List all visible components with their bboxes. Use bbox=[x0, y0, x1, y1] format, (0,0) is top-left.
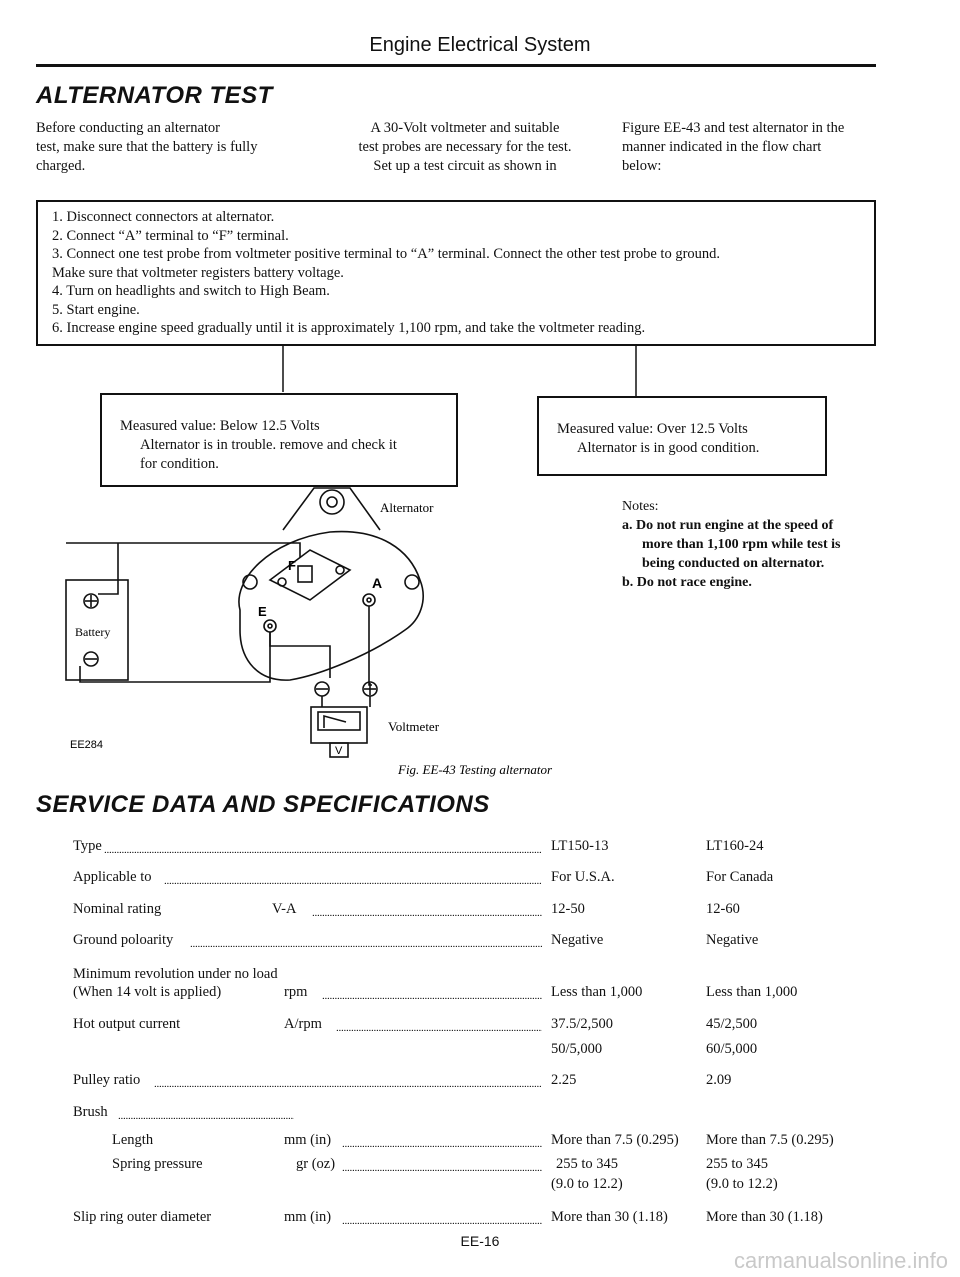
intro-line: Set up a test circuit as shown in bbox=[373, 158, 557, 174]
spec-unit: V-A bbox=[272, 901, 297, 917]
leader-dots bbox=[154, 1074, 542, 1092]
leader-dots bbox=[342, 1211, 542, 1229]
intro-line: below: bbox=[622, 158, 662, 174]
spec-unit: mm (in) bbox=[284, 1209, 332, 1225]
note-a: a. Do not run engine at the speed of bbox=[622, 518, 834, 533]
spec-label-min-revolution-note: (When 14 volt is applied) bbox=[73, 984, 222, 1000]
step-3: 3. Connect one test probe from voltmeter positive terminal to “A” terminal. Connect the other test probe to ground. bbox=[52, 246, 721, 262]
result-over-box bbox=[537, 396, 827, 476]
intro-column-1 bbox=[36, 119, 316, 176]
intro-line: charged. bbox=[36, 158, 86, 174]
spec-value: More than 30 (1.18) bbox=[706, 1209, 823, 1225]
result-line: Measured value: Below 12.5 Volts bbox=[120, 418, 320, 434]
step-6: 6. Increase engine speed gradually until it is approximately 1,100 rpm, and take the voltmeter reading. bbox=[52, 320, 646, 336]
intro-line: Before conducting an alternator bbox=[36, 120, 220, 136]
intro-line: Figure EE-43 and test alternator in the bbox=[622, 120, 845, 136]
spec-label-brush: Brush bbox=[73, 1104, 108, 1120]
spec-value: 2.09 bbox=[706, 1072, 732, 1088]
spec-value: Less than 1,000 bbox=[551, 984, 643, 1000]
figure-code: EE284 bbox=[70, 739, 104, 751]
intro-line: A 30-Volt voltmeter and suitable bbox=[370, 120, 560, 136]
leader-dots bbox=[312, 903, 542, 921]
spec-value: LT160-24 bbox=[706, 838, 764, 854]
spec-value: (9.0 to 12.2) bbox=[706, 1176, 778, 1192]
step-1: 1. Disconnect connectors at alternator. bbox=[52, 209, 275, 225]
spec-value: 255 to 345 bbox=[706, 1156, 769, 1172]
spec-value: For U.S.A. bbox=[551, 869, 615, 885]
terminal-f-label: F bbox=[288, 558, 296, 573]
spec-label-applicable: Applicable to bbox=[73, 869, 152, 885]
test-steps-box bbox=[36, 200, 876, 346]
step-4: 4. Turn on headlights and switch to High Beam. bbox=[52, 283, 330, 299]
figure-caption: Fig. EE-43 Testing alternator bbox=[398, 762, 553, 777]
spec-unit: gr (oz) bbox=[296, 1156, 336, 1172]
spec-label-min-revolution: Minimum revolution under no load bbox=[73, 966, 278, 982]
spec-value: Negative bbox=[706, 932, 759, 948]
spec-value: 37.5/2,500 bbox=[551, 1016, 614, 1032]
spec-value: Less than 1,000 bbox=[706, 984, 798, 1000]
alternator-test-diagram bbox=[0, 470, 960, 800]
result-line: Alternator is in trouble. remove and check it bbox=[140, 437, 397, 453]
step-2: 2. Connect “A” terminal to “F” terminal. bbox=[52, 227, 289, 244]
spec-label-spring-pressure: Spring pressure bbox=[112, 1156, 203, 1172]
spec-value: More than 7.5 (0.295) bbox=[706, 1132, 834, 1148]
spec-label-slip-ring: Slip ring outer diameter bbox=[73, 1209, 212, 1225]
wire-negative bbox=[80, 632, 270, 682]
spec-label-rating: Nominal rating bbox=[73, 901, 162, 917]
spec-value: LT150-13 bbox=[551, 838, 609, 854]
spec-unit: A/rpm bbox=[284, 1016, 322, 1032]
alternator-mounting-lug bbox=[283, 488, 380, 530]
spec-label-polarity: Ground poloarity bbox=[73, 932, 174, 948]
voltmeter-unit: V bbox=[335, 745, 343, 757]
step-5: 5. Start engine. bbox=[52, 301, 140, 318]
leader-dots bbox=[118, 1106, 294, 1124]
notes-title: Notes: bbox=[622, 499, 659, 514]
leader-dots bbox=[322, 986, 542, 1004]
leader-dots bbox=[104, 840, 542, 858]
terminal-e bbox=[264, 620, 276, 632]
intro-column-2 bbox=[330, 119, 600, 176]
intro-line: test probes are necessary for the test. bbox=[358, 139, 572, 155]
terminal-a-label: A bbox=[372, 575, 383, 591]
spec-unit: rpm bbox=[284, 984, 308, 1000]
voltmeter-label: Voltmeter bbox=[388, 719, 440, 734]
spec-value: 50/5,000 bbox=[551, 1041, 603, 1057]
leader-dots bbox=[342, 1134, 542, 1152]
alternator-label: Alternator bbox=[380, 500, 434, 515]
spec-value: 12-50 bbox=[551, 901, 585, 917]
result-line: Alternator is in good condition. bbox=[577, 440, 760, 456]
step-3-continued: Make sure that voltmeter registers battery voltage. bbox=[52, 264, 344, 281]
spec-label-length: Length bbox=[112, 1132, 154, 1148]
header-rule bbox=[36, 64, 876, 67]
intro-line: test, make sure that the battery is fully bbox=[36, 139, 258, 155]
page-number: EE-16 bbox=[460, 1233, 500, 1249]
spec-value: More than 7.5 (0.295) bbox=[551, 1132, 679, 1148]
spec-label-hot-output: Hot output current bbox=[73, 1016, 181, 1032]
wire-positive bbox=[66, 543, 300, 558]
connector-block bbox=[270, 550, 350, 600]
spec-value: 45/2,500 bbox=[706, 1016, 758, 1032]
result-line: Measured value: Over 12.5 Volts bbox=[557, 421, 748, 437]
watermark: carmanualsonline.info bbox=[733, 1248, 948, 1273]
spec-unit: mm (in) bbox=[284, 1132, 332, 1148]
spec-value: For Canada bbox=[706, 869, 774, 885]
note-a-line: more than 1,100 rpm while test is bbox=[642, 537, 841, 552]
terminal-e-label: E bbox=[258, 604, 267, 619]
mounting-hole bbox=[320, 490, 344, 514]
leader-dots bbox=[190, 934, 542, 952]
spec-value: (9.0 to 12.2) bbox=[551, 1176, 623, 1192]
leader-dots bbox=[164, 871, 542, 889]
spec-value: More than 30 (1.18) bbox=[551, 1209, 668, 1225]
spec-value: 255 to 345 bbox=[556, 1156, 619, 1172]
side-lug-right bbox=[405, 575, 419, 589]
intro-line: manner indicated in the flow chart bbox=[622, 139, 822, 155]
alternator-test-title: ALTERNATOR TEST bbox=[36, 82, 273, 109]
spec-label-pulley: Pulley ratio bbox=[73, 1072, 141, 1088]
page-header-title: Engine Electrical System bbox=[369, 34, 591, 56]
leader-dots bbox=[342, 1158, 542, 1176]
result-line: for condition. bbox=[140, 456, 219, 472]
note-a-line: being conducted on alternator. bbox=[642, 556, 825, 571]
battery-label: Battery bbox=[75, 625, 111, 639]
note-b: b. Do not race engine. bbox=[622, 575, 752, 590]
service-data-title: SERVICE DATA AND SPECIFICATIONS bbox=[36, 791, 490, 818]
intro-column-3 bbox=[622, 119, 882, 176]
spec-label-type: Type bbox=[73, 838, 102, 854]
spec-value: 2.25 bbox=[551, 1072, 577, 1088]
wire-a-terminal bbox=[369, 606, 372, 685]
spec-value: 12-60 bbox=[706, 901, 740, 917]
terminal-a bbox=[363, 594, 375, 606]
spec-value: 60/5,000 bbox=[706, 1041, 758, 1057]
leader-dots bbox=[336, 1018, 542, 1036]
spec-value: Negative bbox=[551, 932, 604, 948]
